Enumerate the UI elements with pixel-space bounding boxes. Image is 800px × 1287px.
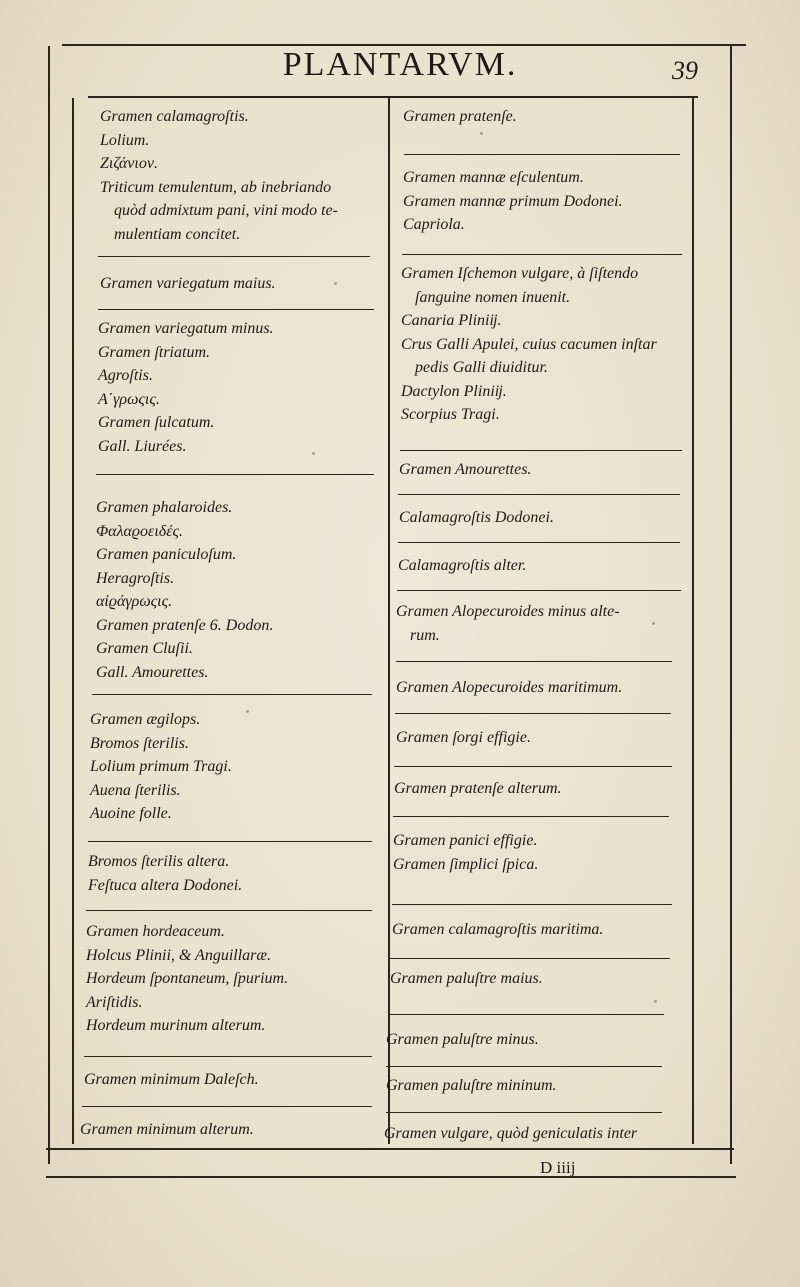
- running-head: PLANTARVM.: [282, 46, 518, 83]
- entry-line: Gramen phalaroides.: [96, 499, 233, 516]
- inner-left-border: [72, 98, 74, 1144]
- entry-line: ſanguine nomen inuenit.: [415, 288, 571, 306]
- entry-line: Dactylon Pliniĳ.: [401, 382, 507, 400]
- page-number: 39: [672, 56, 698, 85]
- entry-line: Calamagroſtis Dodonei.: [399, 509, 554, 526]
- inner-right-border: [692, 98, 694, 1144]
- entry-line: quòd admixtum pani, vini modo te-: [114, 202, 338, 219]
- entry-line: Gramen paluſtre minus.: [386, 1031, 539, 1048]
- entry-line: Ariſtidis.: [86, 993, 143, 1011]
- entry-line: Gramen ſorgi effigie.: [396, 729, 531, 746]
- entry-line: pedis Galli diuiditur.: [415, 359, 548, 376]
- entry-line: Feſtuca altera Dodonei.: [88, 876, 243, 894]
- entry-separator: [393, 816, 669, 817]
- entry-line: Gramen variegatum minus.: [98, 320, 274, 337]
- entry-line: Gramen Alopecuroides minus alte-: [396, 603, 620, 620]
- entry-line: Bromos ſterilis altera.: [88, 853, 230, 870]
- list-item: [386, 1028, 539, 1052]
- entry-line: Ζιζάνιον.: [100, 155, 158, 172]
- entry-line: Gramen paluſtre maius.: [390, 970, 543, 987]
- entry-line: Gramen vulgare, quòd geniculatis inter: [384, 1125, 638, 1142]
- entry-line: Gramen ſimplici ſpica.: [393, 855, 539, 873]
- entry-separator: [400, 450, 682, 451]
- list-item: [84, 1068, 259, 1092]
- list-item: [90, 708, 232, 826]
- list-item: [100, 272, 276, 296]
- entry-separator: [386, 1112, 662, 1113]
- entry-separator: [397, 590, 681, 591]
- list-item: [80, 1118, 254, 1142]
- entry-line: Gramen ſulcatum.: [98, 414, 215, 431]
- paper-speck: [334, 282, 337, 285]
- entry-line: αἰϱάγρωςις.: [96, 593, 173, 610]
- entry-line: Agroſtis.: [98, 367, 153, 384]
- entry-separator: [86, 910, 372, 911]
- entry-line: Gramen Amourettes.: [399, 461, 532, 478]
- signature-mark: D iiij: [540, 1158, 576, 1177]
- entry-line: Canaria Pliniĳ.: [401, 312, 502, 329]
- entry-line: Α΄γρωςις.: [98, 390, 160, 408]
- entry-line: Auoine folle.: [90, 805, 172, 822]
- entry-separator: [88, 841, 372, 842]
- list-item: [392, 918, 603, 942]
- entry-separator: [398, 494, 680, 495]
- list-item: [399, 458, 531, 482]
- entry-separator: [84, 1056, 372, 1057]
- list-item: [384, 1122, 637, 1146]
- list-item: [401, 262, 657, 427]
- list-item: [393, 829, 538, 876]
- list-item: [403, 105, 517, 129]
- entry-line: Gramen mannæ eſculentum.: [403, 169, 584, 186]
- list-item: [386, 1074, 557, 1098]
- entry-line: Gramen variegatum maius.: [100, 275, 276, 292]
- entry-separator: [395, 713, 671, 714]
- paper-speck: [652, 622, 655, 625]
- entry-line: Gall. Amourettes.: [96, 663, 209, 681]
- paper-speck: [246, 710, 249, 713]
- entry-separator: [388, 1014, 664, 1015]
- entry-line: Bromos ſterilis.: [90, 734, 189, 752]
- entry-separator: [96, 474, 374, 475]
- paper-speck: [480, 132, 483, 135]
- entry-line: Gramen pratenſe alterum.: [394, 780, 562, 797]
- entry-separator: [92, 694, 372, 695]
- list-item: [96, 496, 273, 684]
- entry-separator: [98, 256, 370, 257]
- entry-line: Calamagroſtis alter.: [398, 557, 527, 574]
- entry-separator: [402, 254, 682, 255]
- list-item: [396, 676, 622, 700]
- outer-left-border: [48, 46, 50, 1164]
- entry-separator: [396, 661, 672, 662]
- entry-line: Gramen panici effigie.: [393, 832, 538, 849]
- entry-line: Scorpius Tragi.: [401, 406, 500, 423]
- list-item: [398, 554, 526, 578]
- paper-speck: [654, 1000, 657, 1003]
- entry-separator: [394, 766, 672, 767]
- list-item: [399, 506, 554, 530]
- entry-line: Gramen Cluſii.: [96, 640, 193, 657]
- entry-line: Gramen pratenſe.: [403, 108, 517, 125]
- entry-separator: [392, 904, 672, 905]
- entry-line: Hordeum ſpontaneum, ſpurium.: [86, 970, 289, 987]
- entry-line: Gramen paniculoſum.: [96, 546, 237, 563]
- entry-separator: [82, 1106, 372, 1107]
- entry-separator: [98, 309, 374, 310]
- entry-line: Lolium primum Tragi.: [90, 758, 232, 775]
- entry-line: Gramen hordeaceum.: [86, 923, 225, 940]
- entry-line: mulentiam concitet.: [114, 225, 241, 243]
- entry-separator: [398, 542, 680, 543]
- entry-line: Gramen mannæ primum Dodonei.: [403, 192, 623, 210]
- entry-line: Gramen ſtriatum.: [98, 343, 210, 361]
- entry-line: Capriola.: [403, 216, 465, 233]
- entry-line: Auena ſterilis.: [90, 781, 181, 799]
- list-item: [98, 317, 274, 458]
- entry-line: Gramen pratenſe 6. Dodon.: [96, 616, 274, 634]
- entry-line: Triticum temulentum, ab inebriando: [100, 178, 332, 196]
- list-item: [396, 726, 531, 750]
- entry-line: Lolium.: [100, 131, 150, 149]
- entry-line: Gramen calamagroſtis maritima.: [392, 921, 604, 938]
- entry-line: Gramen paluſtre mininum.: [386, 1077, 557, 1094]
- list-item: [88, 850, 242, 897]
- outer-right-border: [730, 46, 732, 1164]
- entry-line: Gramen minimum Daleſch.: [84, 1071, 259, 1088]
- list-item: [100, 105, 338, 246]
- entry-line: Crus Galli Apulei, cuius cacumen inſtar: [401, 335, 657, 353]
- entry-line: Gramen minimum alterum.: [80, 1121, 254, 1138]
- header-rule: [88, 96, 698, 98]
- entry-line: Hordeum murinum alterum.: [86, 1017, 266, 1034]
- entry-line: Gall. Liurées.: [98, 437, 187, 455]
- entry-separator: [386, 1066, 662, 1067]
- list-item: [86, 920, 288, 1038]
- entry-line: Holcus Plinii, & Anguillaræ.: [86, 946, 272, 964]
- entry-line: Gramen ægilops.: [90, 711, 201, 728]
- entry-line: Φαλαϱοειδές.: [96, 522, 184, 540]
- entry-line: Gramen Alopecuroides maritimum.: [396, 679, 623, 696]
- entry-separator: [404, 154, 680, 155]
- paper-speck: [312, 452, 315, 455]
- bottom-rule-outer: [46, 1176, 736, 1178]
- entry-separator: [390, 958, 670, 959]
- bottom-rule-inner: [46, 1148, 734, 1150]
- entry-line: rum.: [410, 626, 440, 644]
- list-item: [390, 967, 543, 991]
- list-item: [394, 777, 562, 801]
- entry-line: Gramen Iſchemon vulgare, à ſiſtendo: [401, 265, 639, 282]
- entry-line: Gramen calamagroſtis.: [100, 108, 249, 125]
- list-item: [396, 600, 620, 647]
- entry-line: Heragroſtis.: [96, 569, 175, 587]
- list-item: [403, 166, 623, 237]
